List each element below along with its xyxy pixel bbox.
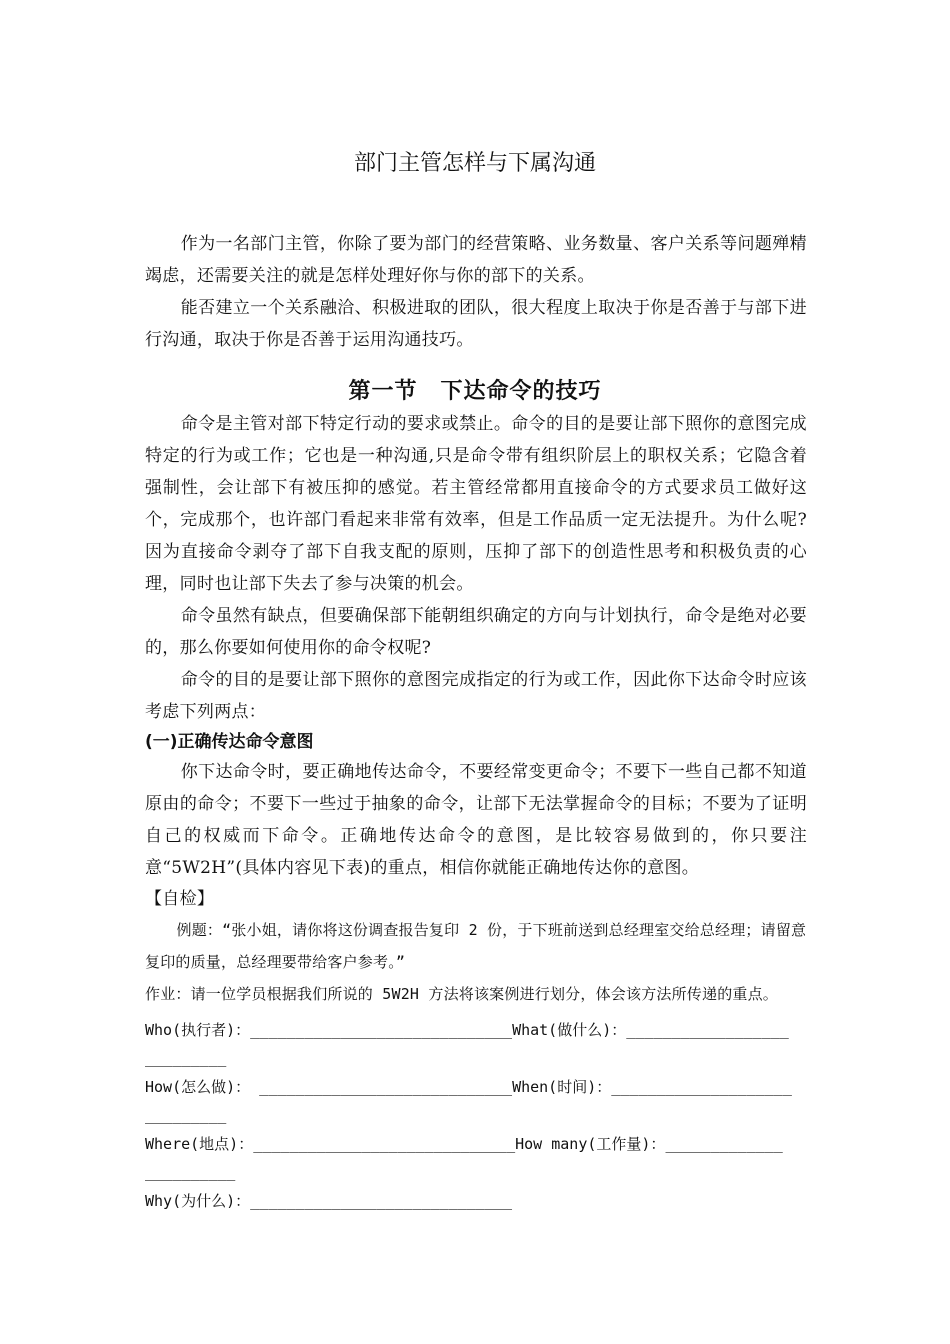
- intro-paragraph-2: 能否建立一个关系融洽、积极进取的团队，很大程度上取决于你是否善于与部下进行沟通，取决于你是否善于运用沟通技巧。: [145, 298, 807, 350]
- subsection-paragraph: 你下达命令时，要正确地传达命令，不要经常变更命令；不要下一些自己都不知道原由的命令；不要下一些过于抽象的命令，让部下无法掌握命令的目标；不要为了证明自己的权威而下命令。正确地传达命令的意图，是比较容易做到的，你只要注意“5W2H”(具体内容见下表)的重点，相信你就能正确地传达你的意图。: [145, 762, 807, 878]
- when-blank[interactable]: ____________________: [611, 1078, 792, 1096]
- how-many-label: How many(工作量)：: [515, 1135, 666, 1153]
- section-body: [145, 408, 807, 1010]
- self-check-label: 【自检】: [145, 889, 215, 909]
- fill-row-why: [145, 1187, 807, 1215]
- example-text: 例题：“张小姐，请你将这份调查报告复印 2 份，于下班前送到总经理室交给总经理；请留意复印的质量，总经理要带给客户参考。”: [145, 921, 807, 971]
- where-blank[interactable]: _____________________________: [253, 1135, 516, 1153]
- where-label: Where(地点)：: [145, 1135, 254, 1153]
- fill-row-who: [145, 1016, 807, 1044]
- section-paragraph-2: 命令虽然有缺点，但要确保部下能朝组织确定的方向与计划执行，命令是绝对必要的，那么你要如何使用你的命令权呢?: [145, 606, 807, 658]
- fill-row-where-cont: [145, 1158, 807, 1186]
- what-blank[interactable]: __________________: [626, 1021, 789, 1039]
- document-title: 部门主管怎样与下属沟通: [353, 151, 596, 176]
- how-blank[interactable]: ____________________________: [250, 1078, 513, 1096]
- subsection-heading: (一)正确传达命令意图: [145, 732, 314, 752]
- assignment-text: 作业：请一位学员根据我们所说的 5W2H 方法将该案例进行划分，体会该方法所传递的重点。: [145, 985, 778, 1003]
- fill-row-where: [145, 1130, 807, 1158]
- what-label: What(做什么)：: [512, 1021, 627, 1039]
- how-many-blank[interactable]: _____________: [665, 1135, 783, 1153]
- fill-row-who-cont: [145, 1044, 807, 1072]
- how-many-blank-continued[interactable]: __________: [145, 1163, 236, 1181]
- fill-row-how-cont: [145, 1101, 807, 1129]
- when-blank-continued[interactable]: _________: [145, 1106, 227, 1124]
- intro-paragraph-1: 作为一名部门主管，你除了要为部门的经营策略、业务数量、客户关系等问题殚精竭虑，还需要关注的就是怎样处理好你与你的部下的关系。: [145, 234, 807, 286]
- who-blank[interactable]: _____________________________: [250, 1021, 513, 1039]
- intro-block: [145, 228, 807, 356]
- section-paragraph-1: 命令是主管对部下特定行动的要求或禁止。命令的目的是要让部下照你的意图完成特定的行为或工作；它也是一种沟通,只是命令带有组织阶层上的职权关系；它隐含着强制性，会让部下有被压抑的感觉。若主管经常都用直接命令的方式要求员工做好这个，完成那个，也许部门看起来非常有效率，但是工作品质一定无法提升。为什么呢?因为直接命令剥夺了部下自我支配的原则，压抑了部下的创造性思考和积极负责的心理，同时也让部下失去了参与决策的机会。: [145, 414, 807, 594]
- why-blank[interactable]: _____________________________: [250, 1192, 513, 1210]
- who-label: Who(执行者)：: [145, 1021, 251, 1039]
- how-label: How(怎么做)：: [145, 1078, 251, 1096]
- section-title: 第一节 下达命令的技巧: [348, 378, 602, 404]
- section-paragraph-3: 命令的目的是要让部下照你的意图完成指定的行为或工作，因此你下达命令时应该考虑下列两点：: [145, 670, 807, 722]
- what-blank-continued[interactable]: _________: [145, 1049, 227, 1067]
- when-label: When(时间)：: [512, 1078, 612, 1096]
- why-label: Why(为什么)：: [145, 1192, 251, 1210]
- fill-row-how: [145, 1073, 807, 1101]
